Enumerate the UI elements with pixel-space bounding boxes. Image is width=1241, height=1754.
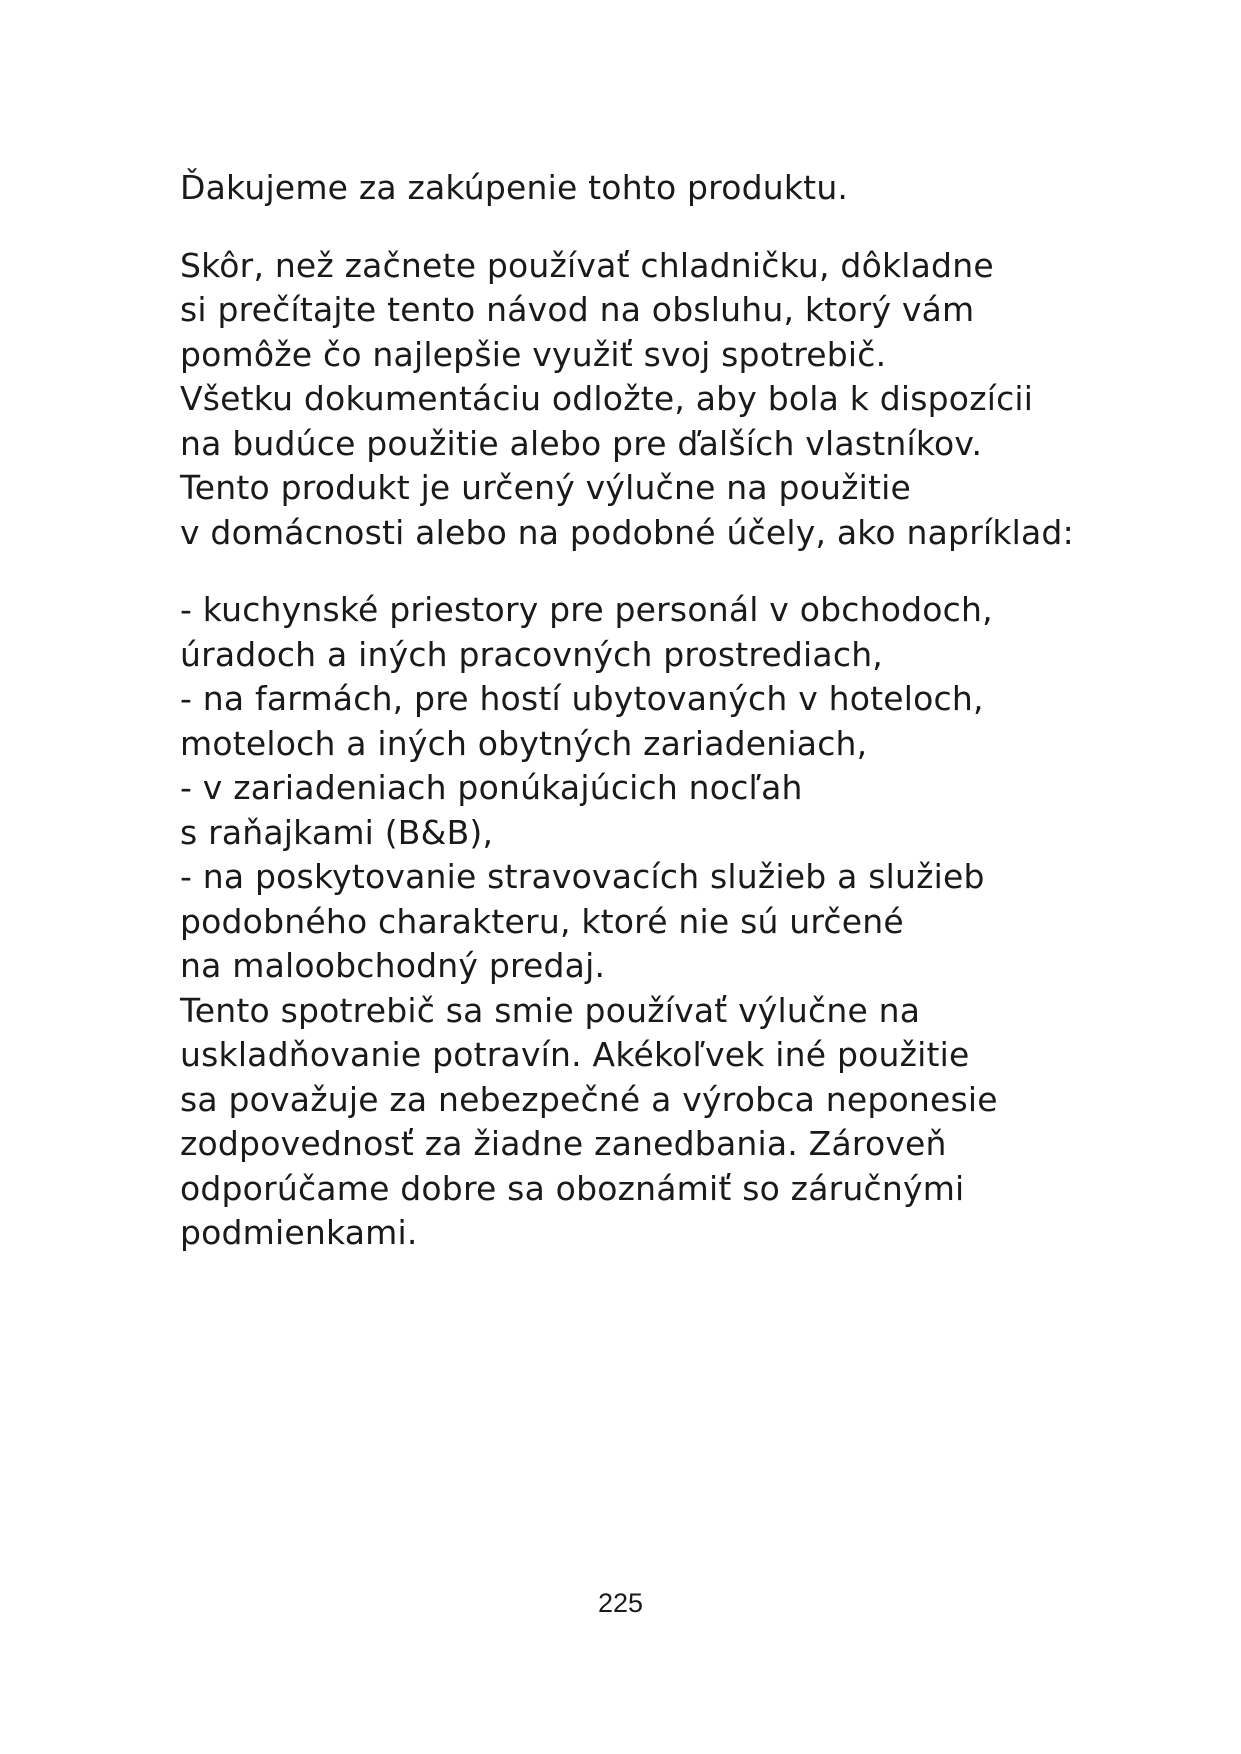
paragraph-line: Všetku dokumentáciu odložte, aby bola k dispozícii [180,379,1034,418]
intended-use-list [180,588,1180,1256]
list-line: podmienkami. [180,1213,418,1252]
paragraph-line: pomôže čo najlepšie využiť svoj spotrebič. [180,334,887,374]
list-line: uskladňovanie potravín. Akékoľvek iné použitie [180,1035,970,1074]
paragraph-line: Tento produkt je určený výlučne na použitie [180,468,912,507]
list-line: moteloch a iných obytných zariadeniach, [180,723,868,763]
intro-text: Ďakujeme za zakúpenie tohto produktu. [180,168,849,207]
list-line: podobného charakteru, ktoré nie sú určené [180,901,904,941]
paragraph-line: Skôr, než začnete používať chladničku, dôkladne [180,245,994,285]
list-line: sa považuje za nebezpečné a výrobca neponesie [180,1079,998,1119]
list-line: s raňajkami (B&B), [180,812,494,852]
paragraph-line: si prečítajte tento návod na obsluhu, ktorý vám [180,290,975,329]
usage-instructions-paragraph [180,244,1180,556]
list-line: na maloobchodný predaj. [180,946,606,985]
document-body [180,166,1180,1256]
list-line: odporúčame dobre sa oboznámiť so záručnými [180,1168,965,1208]
list-line: - na farmách, pre hostí ubytovaných v hoteloch, [180,679,984,718]
paragraph-line: v domácnosti alebo na podobné účely, ako napríklad: [180,512,1074,552]
list-line: zodpovednosť za žiadne zanedbania. Zároveň [180,1124,947,1163]
list-line: úradoch a iných pracovných prostrediach, [180,634,883,674]
page-number: 225 [597,1588,644,1618]
list-line: - kuchynské priestory pre personál v obchodoch, [180,590,993,629]
paragraph-line: na budúce použitie alebo pre ďalších vlastníkov. [180,423,983,463]
list-line: Tento spotrebič sa smie používať výlučne na [180,990,921,1030]
list-line: - v zariadeniach ponúkajúcich nocľah [180,768,803,807]
list-line: - na poskytovanie stravovacích služieb a služieb [180,857,985,896]
